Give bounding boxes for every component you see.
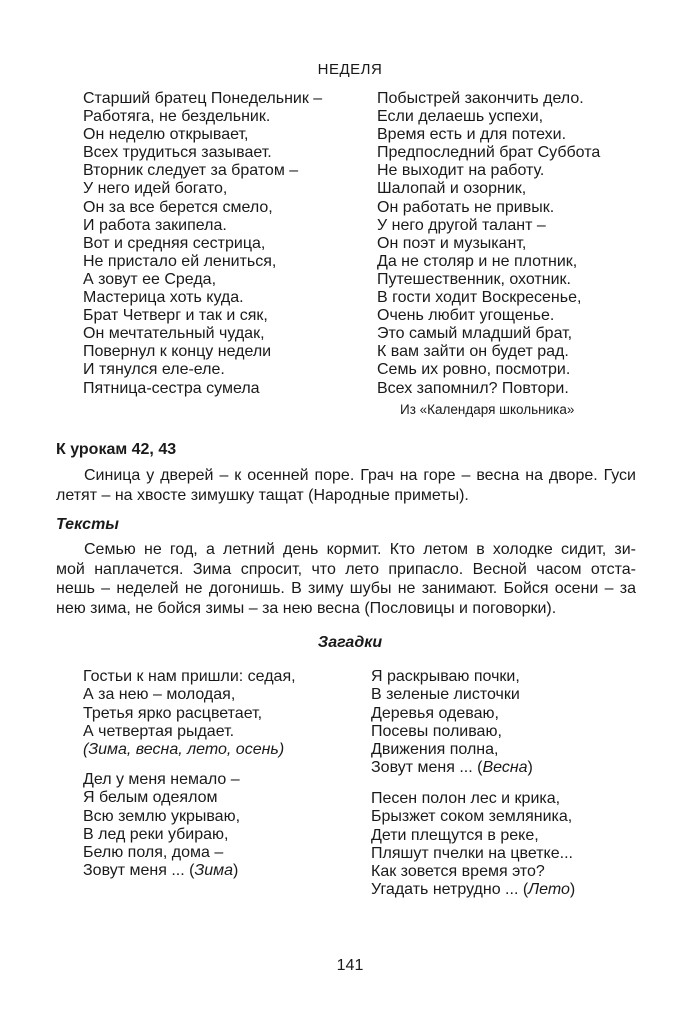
riddle-line: Посевы поливаю, [371,722,502,740]
riddle-line: Третья ярко расцветает, [83,704,263,722]
poem-line: Это самый младший брат, [377,325,573,343]
riddle-line: Деревья одеваю, [371,704,499,722]
poem-line: Предпоследний брат Суббота [377,144,601,162]
paragraph-line: Синица у дверей – к осенней поре. Грач на горе – весна на дворе. Гуси [84,467,636,484]
poem-line: Всех трудиться зазывает. [83,144,272,162]
riddle-line: Дети плещутся в реке, [371,826,539,844]
riddle-last-line [371,759,533,777]
poem-line: Очень любит угощенье. [377,307,555,325]
poem-line: Если делаешь успехи, [377,108,544,126]
poem-line: Он работать не привык. [377,198,555,216]
riddle-answer: Зима [194,862,234,880]
paragraph-line: нешь – неделей не догонишь. В зиму шубы не занимают. Бойся осени – за [56,580,636,597]
poem-line: Путешественник, охотник. [377,270,571,288]
poem-right-column [377,90,677,398]
closing-paren: ) [233,862,239,880]
poem-line: К вам зайти он будет рад. [377,343,569,361]
page-number: 141 [336,957,364,974]
poem-line: Не пристало ей лениться, [83,252,277,270]
poem-line: Он за все берется смело, [83,198,273,216]
closing-paren: ) [527,759,533,777]
riddle-line: Песен полон лес и крика, [371,790,561,807]
riddle-line: В лед реки убираю, [83,825,229,843]
poem-line: Да не столяр и не плотник, [377,252,578,270]
poem-line: Он неделю открывает, [83,126,249,144]
poem-line: А зовут ее Среда, [83,270,217,288]
poem-line: Повернул к концу недели [83,343,272,361]
paragraph-line: Семью не год, а летний день кормит. Кто летом в холодке сидит, зи- [84,541,636,558]
poem-line: Мастерица хоть куда. [83,289,244,307]
riddle-line: Пляшут пчелки на цветке... [371,844,573,862]
poem-line: Пятница-сестра сумела [83,379,260,397]
poem-line: И работа закипела. [83,216,227,234]
proverbs-paragraph [56,540,636,618]
poem-line: Побыстрей закончить дело. [377,90,584,107]
poem-line: Вторник следует за братом – [83,162,299,180]
riddle-line: Я раскрываю почки, [371,668,520,685]
riddle-line: Как зовется время это? [371,863,545,881]
poem-line: У него другой талант – [377,216,546,234]
folk-signs-paragraph [56,466,636,505]
riddle-answer: (Зима, весна, лето, осень) [83,741,285,759]
poem-line: В гости ходит Воскресенье, [377,289,582,307]
paragraph-line: мой наплачется. Зима спросит, что лето припасло. Весной часом отста- [56,560,636,578]
riddle-line-prefix: Зовут меня ... ( [83,862,195,880]
riddle-line: Гостьи к нам пришли: седая, [83,668,296,685]
poem-source: Из «Календаря школьника» [400,402,575,417]
poem-line: И тянулся еле-еле. [83,361,225,379]
riddle-spring [371,668,533,778]
riddle-summer [371,790,575,900]
riddle-line-prefix: Зовут меня ... ( [371,759,483,777]
texts-heading: Тексты [56,516,119,533]
riddle-line: А за нею – молодая, [83,686,236,704]
poem-line: Не выходит на работу. [377,162,545,180]
riddle-line: В зеленые листочки [371,686,520,704]
poem-left-column [83,90,383,398]
paragraph-line: летят – на хвосте зимушку тащат (Народные приметы). [56,486,469,504]
poem-line: У него идей богато, [83,180,228,198]
closing-paren: ) [569,881,576,899]
riddle-answer: Весна [482,759,528,777]
poem-line: Всех запомнил? Повтори. [377,379,569,397]
poem-line: Работяга, не бездельник. [83,108,271,126]
poem-line: Время есть и для потехи. [377,126,567,144]
riddle-line: А четвертая рыдает. [83,722,235,740]
poem-line: Старший братец Понедельник – [83,90,323,107]
riddle-winter [83,771,240,881]
riddle-last-line [83,862,240,880]
poem-title: НЕДЕЛЯ [317,61,383,78]
poem-line: Вот и средняя сестрица, [83,234,266,252]
poem-line: Семь их ровно, посмотри. [377,361,571,379]
riddle-last-line [371,881,575,899]
riddle-line-prefix: Угадать нетрудно ... ( [371,881,529,899]
riddle-line: Белю поля, дома – [83,844,224,862]
riddle-winter-spring-summer-autumn [83,668,296,759]
riddles-heading: Загадки [317,634,383,651]
poem-line: Брат Четверг и так и сяк, [83,307,268,325]
riddle-answer: Лето [528,881,570,899]
lesson-heading: К урокам 42, 43 [56,441,177,458]
riddle-line: Всю землю укрываю, [83,807,241,825]
poem-line: Он мечтательный чудак, [83,325,265,343]
poem-line: Шалопай и озорник, [377,180,527,198]
riddle-line: Брызжет соком земляника, [371,808,573,826]
riddle-line: Движения полна, [371,741,499,759]
riddle-line: Дел у меня немало – [83,771,240,788]
riddle-line: Я белым одеялом [83,789,218,807]
poem-line: Он поэт и музыкант, [377,234,527,252]
paragraph-line: нею зима, не бойся зимы – за нею весна (Пословицы и поговорки). [56,599,557,617]
